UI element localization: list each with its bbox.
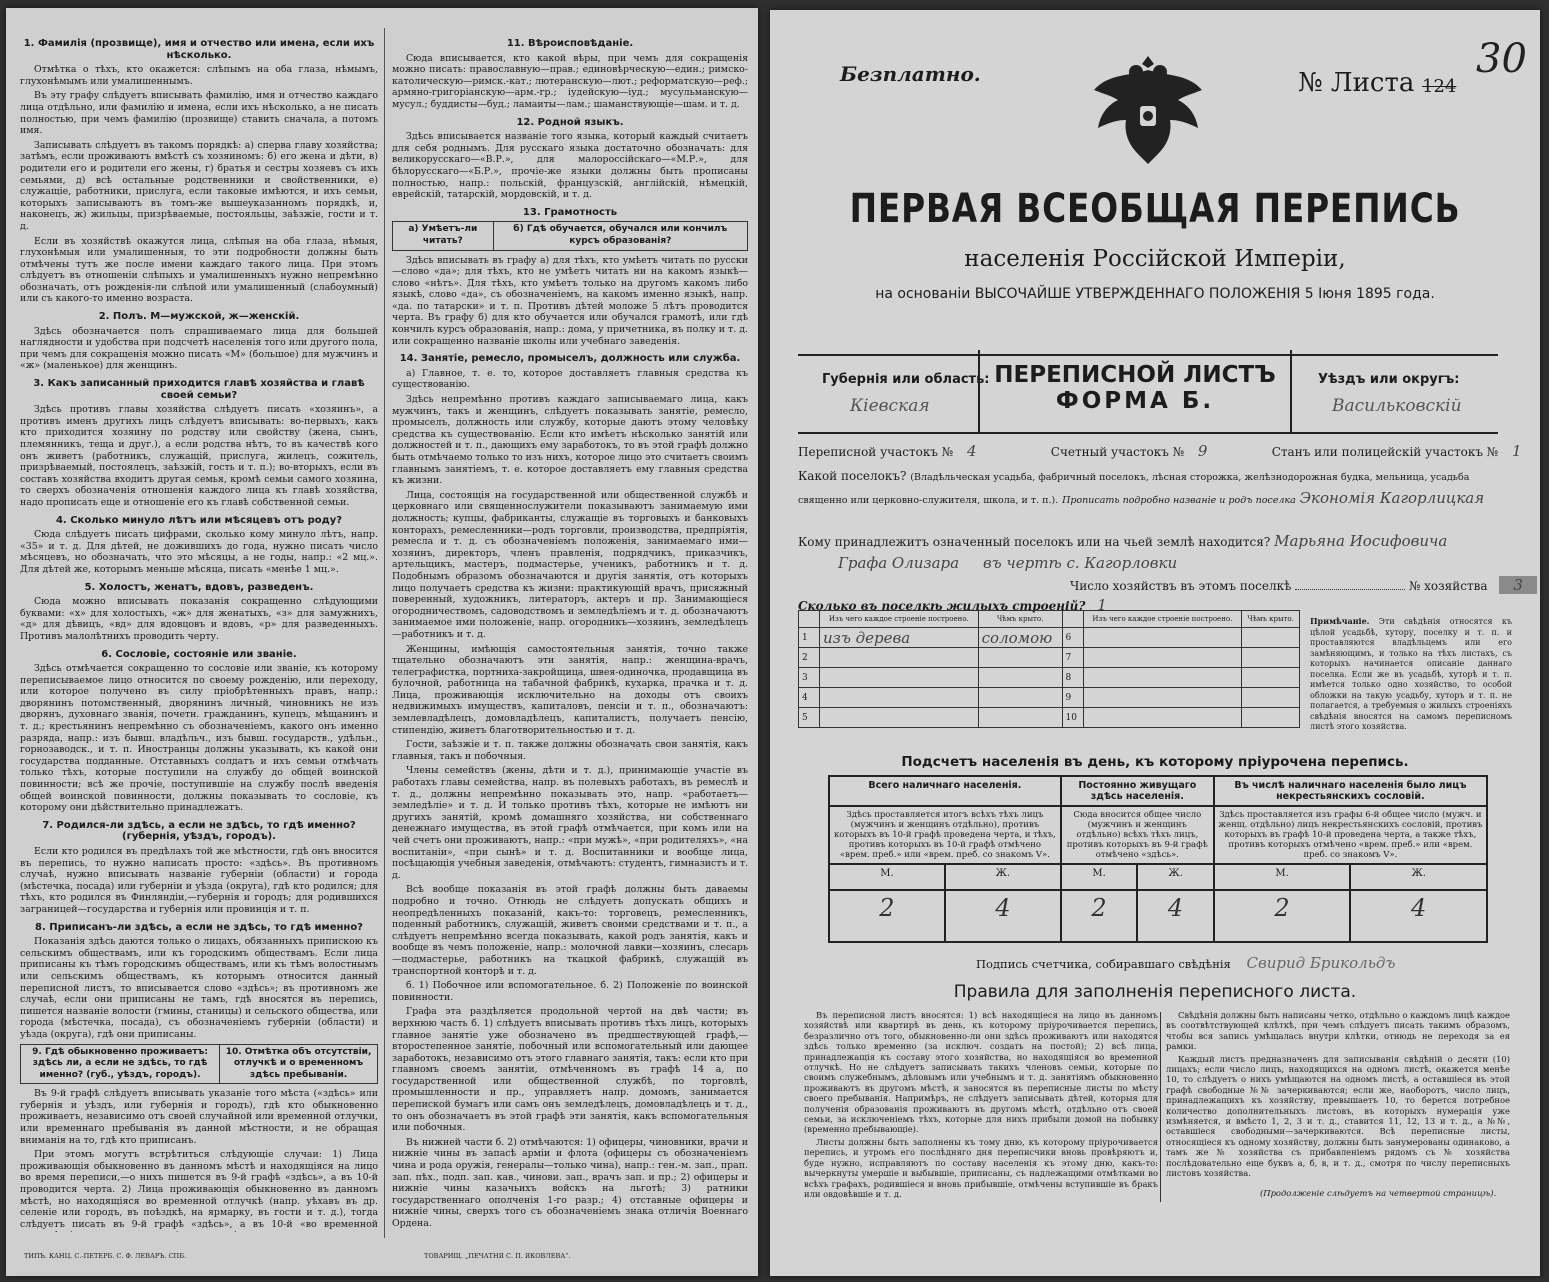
building-number: 1 bbox=[799, 628, 820, 648]
counting-district-label: Счетный участокъ № bbox=[1050, 445, 1185, 459]
instruction-paragraph: Здѣсь вписывать въ графу а) для тѣхъ, кто умѣетъ читать по русски—слово «да»; для тѣхъ, кто не умѣетъ читать ни на какомъ языкѣ—слово «нѣтъ». Для тѣхъ, кто умѣетъ только на другомъ какомъ либо языкѣ, слово «да», съ обозначеніемъ, на какомъ именно языкѣ, напр. «да. по татарски» и т. п. Противъ дѣтей моложе 5 лѣтъ проводится черта. Въ графу б) для кто обучается или обучался грамотѣ, или гдѣ кончилъ курсъ образованія, напр.: дома, у причетника, въ полку и т. д. или сокращенно названіе школы или учебнаго заведенія. bbox=[392, 254, 748, 347]
female-count[interactable]: 4 bbox=[1350, 890, 1487, 942]
rule-paragraph: Въ переписной листъ вносятся: 1) всѣ находящіеся на лицо въ данномъ хозяйствѣ или квартирѣ въ день, къ которому пріурочивается перепись, безразлично отъ того, обыкновенно-ли они здѣсь проживаютъ или находятся здѣсь только временно (за исключ. создать на постой); 2) всѣ лица, принадлежащія къ составу этого хозяйства, но находящіяся во временной отлучкѣ. Но не слѣдуетъ записывать такихъ членовъ семьи, которые по своимъ служебнымъ, дѣловымъ или учебнымъ и т. д. занятіямъ обыкновенно проживаютъ въ другомъ мѣстѣ, и заносятся въ переписные листы по мѣсту своего пребыванія. Напримѣръ, не слѣдуетъ записывать дѣтей, которыя для полученія образованія проживаютъ въ другомъ мѣстѣ, отдѣльно отъ своей семьи, за исключеніемъ тѣхъ, которые для нихъ прибыли домой на побывку (временно пребывающіе). bbox=[804, 1010, 1158, 1135]
instruction-paragraph: Здѣсь вписывается названіе того языка, который каждый считаетъ для себя роднымъ. Для русскаго языка достаточно обозначать: для великорусскаго—«В.Р.», для малороссійскаго—«М.Р.», для бѣлорусскаго—«Б.Р.», прочіе-же языки должны быть прописаны полностью, напр.: польскій, французскій, англійскій, нѣмецкій, еврейскій, татарскій, мордовскій, и т. д. bbox=[392, 131, 748, 201]
male-count[interactable]: 2 bbox=[829, 890, 945, 942]
male-count[interactable]: 2 bbox=[1214, 890, 1351, 942]
section-heading: 2. Полъ. М—мужской, ж—женскій. bbox=[98, 311, 300, 323]
absence-heading: 10. Отмѣтка объ отсутствіи, отлучкѣ и о временномъ здѣсь пребываніи. bbox=[220, 1044, 378, 1084]
enumerator-signature[interactable]: Свирид Брикольдъ bbox=[1246, 954, 1396, 972]
instruction-paragraph: а) Главное, т. е. то, которое доставляетъ главныя средства къ существованію. bbox=[392, 367, 748, 391]
buildings-row bbox=[799, 708, 1300, 728]
stan-label: Станъ или полицейскій участокъ № bbox=[1271, 445, 1499, 459]
printer-imprint-right: ТОВАРИЩ. „ПЕЧАТНЯ С. П. ЯКОВЛЕВА“. bbox=[424, 1252, 571, 1260]
building-number: 3 bbox=[799, 668, 820, 688]
count-column-header: Въ числѣ наличнаго населенія было лицъ некрестьянскихъ сословій. bbox=[1214, 776, 1487, 806]
free-label: Безплатно. bbox=[840, 62, 981, 86]
building-roof[interactable] bbox=[1242, 708, 1300, 728]
count-column-description: Сюда вносится общее число (мужчинъ и женщинъ отдѣльно) всѣхъ тѣхъ лицъ, противъ которыхъ въ 9-й графѣ отмѣчено «здѣсь». bbox=[1061, 806, 1214, 864]
instruction-paragraph: Здѣсь отмѣчается сокращенно то сословіе или званіе, къ которому переписываемое лицо относится по своему рожденію, или переходу, или которое получено въ силу пріобрѣтенныхъ правъ, напр.: дворянинъ потомственный, дворянинъ личный, чиновникъ не изъ дворянъ, духовнаго званія, почетн. гражданинъ, купецъ, мѣщанинъ и т. д.; крестьянинъ непремѣнно съ обозначеніемъ, какого онъ именно разряда, напр.: изъ бывш. владѣльч., изъ бывш. государств., удѣльн., горнозаводск., и т. п. Иностранцы должны указывать, къ какой они государства подданные. Отставныхъ солдатъ и ихъ семьи отмѣчать только тѣхъ, которые поступили на службу до общей воинской повинности; всѣ же прочіе, поступившіе на службу послѣ введенія общей воинской повинности, должны показывать то сословіе, къ которому они дѣйствительно принадлежатъ. bbox=[20, 663, 378, 814]
female-label: Ж. bbox=[1350, 864, 1487, 890]
instruction-paragraph: Если въ хозяйствѣ окажутся лица, слѣпыя на оба глаза, нѣмыя, глухонѣмыя или умалишенныя, то эти подробности должны быть отмѣчены тутъ же после имени каждаго такого лица. При этомъ слѣдуетъ въ отношеніи слѣпыхъ и умалишенныхъ нужно непремѣнно обозначать, отъ рожденія-ли слѣпой или умалишенный (слабоумный) или съ какого-то именно возраста. bbox=[20, 235, 378, 305]
sheet-number-struck: 124 bbox=[1422, 76, 1457, 97]
instruction-paragraph: Въ нижней части б. 2) отмѣчаются: 1) офицеры, чиновники, врачи и нижніе чины въ запасѣ арміи и флота (офицеры съ обозначеніемъ чина и рода оружія, генералы—только чина), напр.: ген.-м. зап., прап. зап. пѣх., подп. зап. кав., чинови. зап., врачъ зап. и пр.; 2) офицеры и нижніе чины казачьихъ войскъ на льготѣ; 3) ратники государственнаго ополченія 1-го разр.; 4) отставные офицеры и нижніе чины, сверхъ того съ обозначеніемъ знака отличія Военнаго Ордена. bbox=[392, 1136, 748, 1229]
building-roof[interactable] bbox=[978, 668, 1062, 688]
owner-line bbox=[798, 532, 1447, 550]
instruction-paragraph: Графа эта раздѣляется продольной чертой на двѣ части; въ верхнюю часть б. 1) слѣдуетъ вписывать противъ тѣхъ лицъ, которыхъ главное занятіе уже обозначено въ предшествующей графѣ,—второстепенное занятіе, побочный или вспомогательный или дающее заработокъ, независимо отъ этого главнаго занятія, такъ: если кто при главномъ своемъ занятіи, отмѣченномъ въ графѣ 14 а, по государственной или общественной службѣ, по торговлѣ, промышленности и пр., управляетъ напр. домомъ, занимается перепиской бумагъ или самъ онъ земледѣлецъ, домовладѣлецъ и т. д., то онъ обозначаетъ въ этой графѣ эти занятія, какъ вспомогательныя или побочныя. bbox=[392, 1006, 748, 1134]
female-count[interactable]: 4 bbox=[945, 890, 1061, 942]
section-heading: 3. Какъ записанный приходится главѣ хозяйства и главѣ своей семьи? bbox=[33, 378, 365, 401]
sheet-number-label: № Листа bbox=[1298, 68, 1415, 98]
census-district-label: Переписной участокъ № bbox=[798, 445, 954, 459]
count-column-description: Здѣсь проставляется итогъ всѣхъ тѣхъ лицъ (мужчинъ и женщинъ отдѣльно), противъ которыхъ въ 10-й графѣ проведена черта, и тѣхъ, противъ которыхъ въ 10-й графѣ отмѣчено «врем. преб.» или «врем. преб. со знакомъ V». bbox=[829, 806, 1061, 864]
section-heading: 13. Грамотность bbox=[522, 206, 618, 218]
buildings-label: Сколько въ поселкѣ жилыхъ строеній? bbox=[798, 599, 1086, 613]
household-no-label: № хозяйства bbox=[1408, 579, 1488, 593]
printer-imprint-left: ТИПЪ. КАНЦ. С.-ПЕТЕРБ. С. Ф. ЛЕВАРЪ. СПБ. bbox=[24, 1252, 187, 1260]
instruction-paragraph: Если кто родился въ предѣлахъ той же мѣстности, гдѣ онъ вносится въ перепись, то нужно написать просто: «здѣсь». Въ противномъ случаѣ, нужно вписывать названіе губерніи (области) и города (мѣстечка, посада) или губерніи и уѣзда (округа), гдѣ кто родился; для тѣхъ, кто родился въ Финляндіи,—губернія и городъ; для родившихся заграницей—государства и губернія или провинція и т. п. bbox=[20, 846, 378, 915]
building-material[interactable] bbox=[1083, 668, 1242, 688]
building-roof[interactable] bbox=[1242, 648, 1300, 668]
building-number: 8 bbox=[1062, 668, 1083, 688]
count-column-description: Здѣсь проставляется изъ графы 6-й общее число (мужч. и женщ. отдѣльно) лицъ некрестьянскихъ сословій, противъ которыхъ въ графѣ 10-й проведена черта, а также тѣхъ, противъ которыхъ отмѣчено «врем. преб.» или «врем. преб. со знакомъ V». bbox=[1214, 806, 1487, 864]
section-heading: 6. Сословіе, состояніе или званіе. bbox=[101, 648, 297, 660]
buildings-row bbox=[799, 688, 1300, 708]
stan-value[interactable]: 1 bbox=[1511, 442, 1522, 460]
instruction-paragraph: Въ эту графу слѣдуетъ вписывать фамилію, имя и отчество каждаго лица отдѣльно, или фамилію и имена, если ихъ нѣсколько, а не писать полностью, при чемъ фамилію (прозвище) ставить сначала, а потомъ имя. bbox=[20, 90, 378, 137]
section-heading: 8. Приписанъ-ли здѣсь, а если не здѣсь, то гдѣ именно? bbox=[35, 921, 363, 933]
rule-paragraph: Листы должны быть заполнены къ тому дню, къ которому пріурочивается перепись, и утромъ его послѣдняго дня переписчики вновь провѣряютъ и, буде нужно, исправляютъ по составу населенія къ этому дню, какъ-то: вычеркнуты умершіе и выбывшіе, приписаны, съ надлежащими отмѣтками во всѣхъ графахъ, родившіеся и вновь прибывшіе, отмѣчены вступившіе въ бракъ или овдовѣвшіе и т. д. bbox=[804, 1136, 1158, 1199]
buildings-row bbox=[799, 668, 1300, 688]
guberniya-label: Губернія или область: bbox=[822, 372, 990, 387]
instruction-paragraph: Всѣ вообще показанія въ этой графѣ должны быть даваемы подробно и точно. Отнюдь не слѣдуетъ допускать общихъ и неопредѣленныхъ показаній, какъ-то: торговецъ, ремесленникъ, поденный работникъ, служащій, живетъ своими средствами и т. п., а слѣдуетъ непремѣнно всегда показывать, какой родъ занятія, какъ и вообще въ чемъ положеніе, напр.: молочной лавки—хозяинъ, слесарь—подмастерье, работникъ на ткацкой фабрикѣ, служащій въ транспортной конторѣ и т. д. bbox=[392, 884, 748, 977]
owner-line-2 bbox=[798, 554, 1177, 572]
section-heading: 12. Родной языкъ. bbox=[516, 116, 624, 128]
owner-label: Кому принадлежитъ означенный поселокъ или на чьей землѣ находится? bbox=[798, 535, 1271, 549]
buildings-note bbox=[1310, 616, 1512, 733]
imperial-eagle-icon bbox=[1088, 50, 1208, 170]
bt-header-material: Изъ чего каждое строеніе построено. bbox=[820, 611, 979, 628]
note-title: Примѣчаніе. bbox=[1310, 616, 1370, 626]
building-material[interactable] bbox=[1083, 628, 1242, 648]
right-page-census-form bbox=[770, 10, 1540, 1276]
literacy-read-heading: а) Умѣетъ-ли читать? bbox=[393, 222, 494, 250]
residence-absence-heading bbox=[20, 1044, 378, 1085]
building-material[interactable] bbox=[1083, 648, 1242, 668]
column-divider bbox=[384, 28, 385, 1238]
bt-header-roof-2: Чѣмъ крыто. bbox=[1242, 611, 1300, 628]
left-page-instructions bbox=[6, 8, 758, 1276]
settlement-line bbox=[798, 466, 1514, 511]
signature-label: Подпись счетчика, собиравшаго свѣдѣнія bbox=[976, 957, 1231, 971]
owner-value-3[interactable]: въ чертѣ с. Кагорловки bbox=[982, 554, 1178, 572]
instruction-paragraph: б. 1) Побочное или вспомогательное. б. 2) Положеніе по воинской повинности. bbox=[392, 980, 748, 1003]
settlement-label: Какой поселокъ? bbox=[798, 469, 907, 483]
instruction-paragraph: Гости, заѣзжіе и т. п. также должны обозначать свои занятія, какъ главныя, такъ и побочныя. bbox=[392, 739, 748, 762]
form-subtitle: ФОРМА Б. bbox=[1055, 388, 1215, 414]
household-no-value[interactable]: 3 bbox=[1499, 576, 1537, 594]
rules-column-2 bbox=[1166, 1010, 1510, 1181]
instruction-paragraph: Отмѣтка о тѣхъ, кто окажется: слѣпымъ на оба глаза, нѣмымъ, глухонѣмымъ или умалишеннымъ. bbox=[20, 64, 378, 87]
instruction-paragraph: Здѣсь противъ главы хозяйства слѣдуетъ писать «хозяинъ», а противъ именъ другихъ лицъ слѣдуетъ вписывать: во-первыхъ, какъ кто приходится хозяину по родству или свойству (жена, сынъ, племянникъ, теща и друг.), а если родства нѣтъ, то въ качествѣ кого онъ живетъ (работникъ, служащій, прислуга, жилецъ, сожитель, призрѣваемый, постоялецъ, заѣзжій, гость и т. п.); во-вторыхъ, если въ составъ хозяйства входитъ другая семья, кромѣ семьи самого хозяина, то сверхъ обозначенія отношенія каждого лица къ главѣ хозяйства, надо прописать еще и отношеніе его къ главѣ собственной семьи. bbox=[20, 404, 378, 508]
literacy-education-heading: б) Гдѣ обучается, обучался или кончилъ курсъ образованія? bbox=[493, 222, 747, 250]
literacy-heading bbox=[392, 221, 748, 250]
buildings-value[interactable]: 1 bbox=[1097, 596, 1107, 614]
building-material[interactable] bbox=[1083, 688, 1242, 708]
buildings-row bbox=[799, 648, 1300, 668]
female-label: Ж. bbox=[1137, 864, 1213, 890]
district-line bbox=[798, 442, 1522, 460]
building-roof[interactable] bbox=[1242, 688, 1300, 708]
households-value[interactable] bbox=[1295, 589, 1405, 590]
instruction-paragraph: Здѣсь обозначается полъ спрашиваемаго лица для большей наглядности и удобства при подсчетѣ населенія того или другого пола, при чемъ для сокращенія можно писать «М» (большое) для мужчинъ и «ж» (маленькое) для женщинъ. bbox=[20, 325, 378, 372]
female-label: Ж. bbox=[945, 864, 1061, 890]
instruction-paragraph: Въ 9-й графѣ слѣдуетъ вписывать указаніе того мѣста («здѣсь» или губернія и уѣздъ, или губернія и городъ), гдѣ кто обыкновенно проживаетъ, независимо отъ своей случайной или временной отлучки, или временнаго пребыванія въ данной мѣстности, и не обращая вниманія на то, гдѣ кто приписанъ. bbox=[20, 1088, 378, 1146]
owner-value-2[interactable]: Графа Олизара bbox=[838, 554, 960, 572]
building-number: 7 bbox=[1062, 648, 1083, 668]
uezd-label: Уѣздъ или округъ: bbox=[1318, 372, 1460, 387]
building-material[interactable] bbox=[820, 648, 979, 668]
page-title: ПЕРВАЯ ВСЕОБЩАЯ ПЕРЕПИСЬ bbox=[849, 186, 1461, 232]
counting-district-value[interactable]: 9 bbox=[1197, 442, 1208, 460]
building-roof[interactable] bbox=[978, 708, 1062, 728]
section-heading: 14. Занятіе, ремесло, промыселъ, должность или служба. bbox=[399, 353, 741, 365]
section-heading: 4. Сколько минуло лѣтъ или мѣсяцевъ отъ роду? bbox=[55, 514, 343, 526]
building-roof[interactable] bbox=[978, 688, 1062, 708]
instruction-paragraph: Лица, состоящія на государственной или общественной службѣ и церковнаго или священнослужители показываютъ занимаемую ими должность; купцы, фабриканты, служащіе въ торговыхъ и банковыхъ конторахъ, ремесленники—родъ торговли, производства, предпріятія, ремесла и т. д. съ обозначеніемъ положенія, занимаемаго ими—хозяинъ, директоръ, членъ правленія, подрядчикъ, приказчикъ, артельщикъ, мастеръ, подмастерье, ученикъ, работникъ и т. д. Подобнымъ образомъ обозначаются и другія занятія, отъ которыхъ лицо получаетъ средства къ жизни: практикующій врачъ, присяжный поверенный, художникъ, литераторъ, актеръ и пр. Занимающіеся огородничествомъ, садоводствомъ и земледѣліемъ и т. д. обозначаютъ занимаемое ими положеніе, напр. огородникъ—хозяинъ, земледѣлецъ—работникъ и т. д. bbox=[392, 489, 748, 640]
instruction-paragraph: Женщины, имѣющія самостоятельныя занятія, точно также тщательно обозначаютъ эти занятія, напр.: женщина-врачъ, телеграфистка, портниха-закройщица, швея-одиночка, продавщица въ булочной, работница на табачной фабрикѣ, кухарка, прачка и т. д. Лица, проживающія исключительно на доходы отъ своихъ недвижимыхъ имуществъ, капиталовъ, пенсіи и т. п., обозначаютъ: землевладѣлецъ, домовладѣлецъ, капиталистъ, получаетъ пенсію, стипендію, живетъ благотворительностью и т. д. bbox=[392, 643, 748, 736]
population-count-title: Подсчетъ населенія въ день, къ которому пріурочена перепись. bbox=[901, 754, 1409, 770]
page-subtitle: населенія Россійской Имперіи, bbox=[964, 246, 1346, 272]
section-heading: 11. Вѣроисповѣданіе. bbox=[506, 38, 634, 49]
instruction-paragraph: При этомъ могутъ встрѣтиться слѣдующіе случаи: 1) Лица проживающія обыкновенно въ данномъ мѣстѣ и находящіяся на лицо во время переписи,—о нихъ пишется въ 9-й графѣ «здѣсь», а въ 10-й проводится черта. 2) Лица проживающія обыкновенно въ данномъ мѣстѣ, но находящіяся во временной отлучкѣ (напр. уѣхавъ въ др. селеніе или городъ, въ поѣздкѣ, на ярмарку, въ гости и т. д.), тогда слѣдуетъ писать въ 9-й графѣ «здѣсь», а въ 10-й «во временной bbox=[20, 1149, 378, 1230]
form-title: ПЕРЕПИСНОЙ ЛИСТЪ bbox=[994, 362, 1276, 388]
rule-line bbox=[798, 432, 1498, 434]
instruction-paragraph: Здѣсь непремѣнно противъ каждаго записываемаго лица, какъ мужчинъ, такъ и женщинъ, слѣдуетъ показывать занятіе, ремесло, промыселъ, должность или службу, которые даютъ этому человѣку средства къ существованію. Если кто имѣетъ нѣсколько занятій или должностей и т. п., дающихъ ему заработокъ, то въ этой графѣ должно быть отмѣчаемо только то изъ нихъ, которое лицо это считаетъ своимъ главнымъ занятіемъ, т. е. которое доставляетъ ему главныя средства къ жизни. bbox=[392, 394, 748, 487]
rule-paragraph: Свѣдѣнія должны быть написаны четко, отдѣльно о каждомъ лицѣ каждое въ соотвѣтствующей клѣткѣ, при чемъ слѣдуетъ писать такимъ образомъ, чтобы вся запись умѣщалась внутри клѣтки, отнюдь не переходя за ея рамки. bbox=[1166, 1010, 1510, 1052]
rules-divider bbox=[1160, 1012, 1161, 1202]
building-roof[interactable] bbox=[1242, 628, 1300, 648]
guberniya-value[interactable]: Кіевская bbox=[850, 396, 930, 416]
bt-header-material-2: Изъ чего каждое строеніе построено. bbox=[1083, 611, 1242, 628]
sheet-number-handwritten: 30 bbox=[1476, 36, 1527, 82]
instruction-paragraph: Сюда слѣдуетъ писать цифрами, сколько кому минуло лѣтъ, напр. «35» и т. д. Для дѣтей, не дожившихъ до года, нужно писать число мѣсяцевъ, но обозначать, что это мѣсяцы, а не годы, напр.: «2 мц.». Для дѣтей же, которымъ меньше мѣсяца, писать «менѣе 1 мц.». bbox=[20, 529, 378, 575]
building-number: 4 bbox=[799, 688, 820, 708]
note-text: Эти свѣдѣнія относятся къ цѣлой усадьбѣ, хутору, поселку и т. п. и проставляются владѣльцемъ или его замѣняющимъ, и только на тѣхъ листахъ, съ которыхъ начинается описаніе даннаго поселка. Если же въ усадьбѣ, хуторѣ и т. п. имѣется только одно хозяйство, то особой обложки на такую усадьбу, хуторъ и т. п. не полагается, а требуемыя о жилыхъ строеніяхъ свѣдѣнія вносятся на самомъ переписномъ листѣ этого хозяйства. bbox=[1310, 617, 1512, 731]
male-count[interactable]: 2 bbox=[1061, 890, 1137, 942]
male-label: М. bbox=[1061, 864, 1137, 890]
instructions-column-1 bbox=[20, 32, 378, 1232]
form-title-box bbox=[978, 350, 1292, 432]
building-material[interactable]: изъ дерева bbox=[820, 628, 979, 648]
building-number: 5 bbox=[799, 708, 820, 728]
rule-paragraph: Каждый листъ предназначенъ для записыванія свѣдѣній о десяти (10) лицахъ; если число лицъ, находящихся на одномъ листѣ, окажется менѣе 10, то слѣдуетъ о нихъ умѣщаются на одномъ листѣ, а оставшіеся въ этой графѣ свободные №№ зачеркиваются; если же, наоборотъ, число лицъ, принадлежащихъ къ хозяйству, превышаетъ 10, то берется потребное количество дополнительныхъ листовъ, въ которыхъ нумерація уже измѣняется, и вмѣсто 1, 2, 3 и т. д., ставится 11, 12, 13 и т. д., а №№, оставшіеся свободными—зачеркиваются. Всѣ переписные листы, относящіеся къ одному хозяйству, должны быть занумерованы одинаково, а тамъ же № хозяйства съ прибавленіемъ рядомъ съ № хозяйства послѣдовательно еще буквъ а, б, в, и т. д., смотря по числу переписныхъ листовъ хозяйства. bbox=[1166, 1053, 1510, 1179]
male-label: М. bbox=[829, 864, 945, 890]
building-roof[interactable] bbox=[1242, 668, 1300, 688]
building-roof[interactable]: соломою bbox=[978, 628, 1062, 648]
building-number: 10 bbox=[1062, 708, 1083, 728]
building-number: 6 bbox=[1062, 628, 1083, 648]
instruction-paragraph: Записывать слѣдуетъ въ такомъ порядкѣ: а) сперва главу хозяйства; затѣмъ, если проживаютъ вмѣстѣ съ хозяиномъ: б) его жена и дѣти, в) родители его и родители его жены, г) братья и сестры хозяевъ съ ихъ семьями, д) всѣ остальные родственники и свойственники, е) служащіе, работники, прислуга, если таковые имѣются, и ихъ семьи, которыхъ записываютъ въ томъ-же вышеуказанномъ порядкѣ, и, наконецъ, ж) жильцы, призрѣваемые, постояльцы, заѣзжіе, гости и т. д. bbox=[20, 139, 378, 232]
legal-basis: на основаніи ВЫСОЧАЙШЕ УТВЕРЖДЕННАГО ПОЛОЖЕНІЯ 5 Іюня 1895 года. bbox=[875, 286, 1435, 302]
buildings-row bbox=[799, 628, 1300, 648]
signature-line bbox=[976, 954, 1395, 972]
count-column-header: Всего наличнаго населенія. bbox=[829, 776, 1061, 806]
bt-header-roof: Чѣмъ крыто. bbox=[978, 611, 1062, 628]
building-roof[interactable] bbox=[978, 648, 1062, 668]
building-material[interactable] bbox=[1083, 708, 1242, 728]
rules-title: Правила для заполненія переписного листа. bbox=[953, 982, 1357, 1002]
owner-value-1[interactable]: Марьяна Иосифовича bbox=[1274, 532, 1448, 550]
section-heading: 7. Родился-ли здѣсь, а если не здѣсь, то гдѣ именно? (губернія, уѣздъ, городъ). bbox=[42, 819, 356, 843]
building-material[interactable] bbox=[820, 708, 979, 728]
households-line bbox=[1070, 576, 1537, 594]
residence-heading: 9. Гдѣ обыкновенно проживаетъ: здѣсь ли, а если не здѣсь, то гдѣ именно? (губ., уѣздъ, городъ). bbox=[21, 1044, 220, 1084]
section-heading: 1. Фамилія (прозвище), имя и отчество или имена, если ихъ нѣсколько. bbox=[23, 38, 375, 61]
rules-column-1 bbox=[804, 1010, 1158, 1201]
count-column-header: Постоянно живущаго здѣсь населенія. bbox=[1061, 776, 1214, 806]
male-label: М. bbox=[1214, 864, 1351, 890]
building-material[interactable] bbox=[820, 668, 979, 688]
instruction-paragraph: Сюда можно вписывать показанія сокращенно слѣдующими буквами: «х» для холостыхъ, «ж» для женатыхъ, «з» для замужнихъ, «д» для дѣвицъ, «вд» для вдовцовъ и вдовъ, «р» для разведенныхъ. Противъ малолѣтнихъ проводить черту. bbox=[20, 596, 378, 642]
settlement-value[interactable]: Экономія Кагорлицкая bbox=[1299, 489, 1485, 507]
instruction-paragraph: Показанія здѣсь даются только о лицахъ, обязанныхъ припискою къ сельскимъ обществамъ, или къ городскимъ обществамъ. Если лица приписаны къ тѣмъ городскимъ обществамъ, или къ тѣмъ волостнымъ или сельскимъ обществамъ, къ которымъ относится данный переписной листъ, то вписывается слово «здѣсь»; въ противномъ же случаѣ, если они приписаны не тамъ, гдѣ вносятся въ перепись, пишется названіе волости (гмины, станицы) и сельского общества, или города (мѣстечка, посада), съ обозначеніемъ губерніи (области) и уѣзда (округа), гдѣ они приписаны. bbox=[20, 936, 378, 1040]
building-number: 2 bbox=[799, 648, 820, 668]
households-label: Число хозяйствъ въ этомъ поселкѣ bbox=[1070, 579, 1292, 593]
section-heading: 5. Холостъ, женатъ, вдовъ, разведенъ. bbox=[84, 581, 314, 593]
instruction-paragraph: Сюда вписывается, кто какой вѣры, при чемъ для сокращенія можно писать: православную—прав.; единовѣрческую—един.; римско-католическую—римск.-кат.; лютеранскую—лют.; реформатскую—реф.; армяно-григоріанскую—арм.-гр.; іудейскую—іуд.; мусульманскую—мусул.; буддисты—буд.; ламаиты—лам.; шаманствующіе—шам. и т. д. bbox=[392, 52, 748, 110]
female-count[interactable]: 4 bbox=[1137, 890, 1213, 942]
settlement-instruction: Прописать подробно названіе и родъ поселка bbox=[1062, 495, 1296, 506]
instruction-paragraph: Члены семействъ (жены, дѣти и т. д.), принимающіе участіе въ работахъ главы семейства, напр. въ полевыхъ работахъ, въ ремеслѣ и т. д., должны непремѣнно показывать это, напр. «работаетъ—земледѣліе» и т. д. И только противъ тѣхъ, которые не имѣютъ ни другихъ занятій, кромѣ домашняго хозяйства, ни собственнаго денежнаго имущества, въ этой графѣ отмѣчается, при комъ или на чей счетъ они проживаютъ, напр.: «при мужѣ», «при родителяхъ», «на воспитаніи», «при сынѣ» и т. д. Воспитанники и вообще лица, посѣщающія учебныя заведенія, отмѣчаютъ: студентъ, гимназистъ и т. д. bbox=[392, 765, 748, 881]
buildings-table bbox=[798, 610, 1300, 728]
census-district-value[interactable]: 4 bbox=[966, 442, 977, 460]
building-number: 9 bbox=[1062, 688, 1083, 708]
settlement-hint: (Владѣльческая усадьба, фабричный поселокъ, лѣсная сторожка, желѣзнодорожная будка, мельница, усадьба священно или церковно-служителя, школа, и т. п.). bbox=[798, 472, 1470, 506]
rules-continuation: (Продолженіе слѣдуетъ на четвертой страницѣ). bbox=[1260, 1188, 1497, 1198]
uezd-value[interactable]: Васильковскій bbox=[1332, 396, 1462, 416]
population-count-table bbox=[828, 775, 1488, 943]
building-material[interactable] bbox=[820, 688, 979, 708]
instructions-column-2 bbox=[392, 32, 748, 1232]
